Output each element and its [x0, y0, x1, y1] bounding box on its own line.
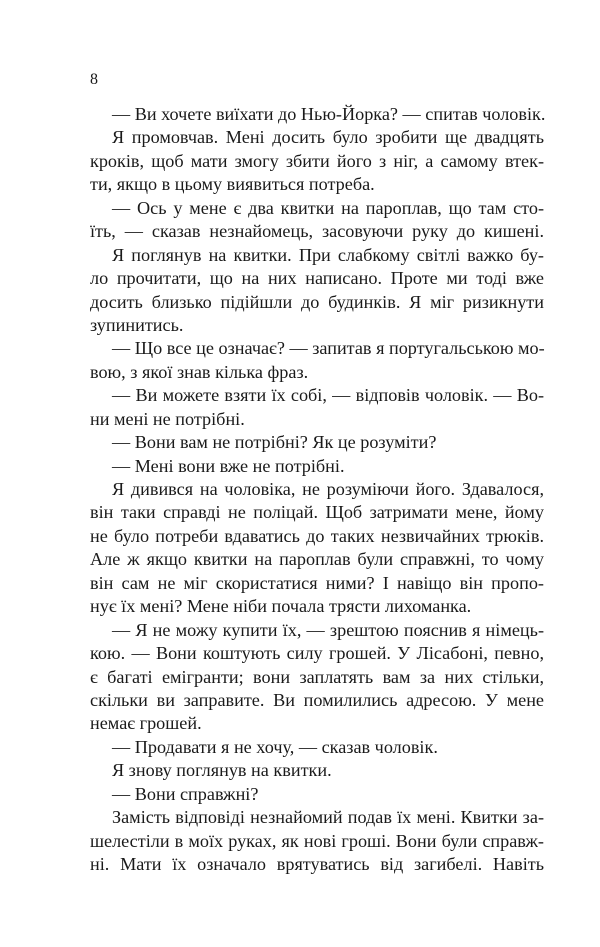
- text-line: Але ж якщо квитки на пароплав були справжні, то чому: [90, 549, 544, 570]
- page-number: 8: [90, 71, 98, 88]
- text-line: — Мені вони вже не потрібні.: [112, 455, 345, 476]
- text-line: шелестіли в моїх руках, як нові гроші. Вони були справж-: [90, 830, 544, 851]
- text-line: ло прочитати, що на них написано. Проте ми тоді вже: [90, 268, 544, 289]
- text-line: — Продавати я не хочу, — сказав чоловік.: [112, 736, 438, 757]
- text-line: — Ось у мене є два квитки на пароплав, що там сто-: [112, 197, 544, 218]
- text-line: немає грошей.: [90, 713, 202, 734]
- text-line: не було потреби вдаватись до таких незвичайних трюків.: [90, 525, 544, 546]
- text-line: їть, — сказав незнайомець, засовуючи руку до кишені.: [90, 221, 544, 242]
- text-line: є багаті емігранти; вони заплатять вам за них стільки,: [90, 666, 544, 687]
- text-line: — Ви можете взяти їх собі, — відповів чоловік. — Во-: [112, 385, 544, 406]
- text-line: ни мені не потрібні.: [90, 408, 245, 429]
- text-line: — Що все це означає? — запитав я португальською мо-: [112, 338, 545, 359]
- text-line: скільки ви заправите. Ви помилились адресою. У мене: [90, 689, 544, 710]
- text-line: вою, з якої знав кілька фраз.: [90, 361, 309, 382]
- text-line: — Вони вам не потрібні? Як це розуміти?: [112, 432, 437, 453]
- text-line: Я дивився на чоловіка, не розуміючи його. Здавалося,: [112, 479, 544, 499]
- text-line: — Вони справжні?: [112, 783, 259, 804]
- text-line: нує їх мені? Мене ніби почала трясти лихоманка.: [90, 596, 472, 617]
- text-line: Я промовчав. Мені досить було зробити ще двадцять: [112, 127, 544, 148]
- body-text: [90, 103, 544, 876]
- text-line: — Я не можу купити їх, — зрештою пояснив я німець-: [112, 619, 544, 640]
- text-line: Замість відповіді незнайомий подав їх мені. Квитки за-: [112, 807, 544, 828]
- text-line: ти, якщо в цьому виявиться потреба.: [90, 174, 375, 195]
- text-line: кроків, щоб мати змогу збити його з ніг, а самому втек-: [90, 150, 544, 171]
- text-line: — Ви хочете виїхати до Нью-Йорка? — спитав чоловік.: [112, 104, 546, 124]
- text-line: Я поглянув на квитки. При слабкому світлі важко бу-: [112, 244, 544, 265]
- text-line: він сам не міг скористатися ними? І навіщо він пропо-: [90, 572, 544, 593]
- text-line: ні. Мати їх означало врятуватись від загибелі. Навіть: [90, 854, 544, 874]
- text-line: Я знову поглянув на квитки.: [112, 760, 332, 781]
- text-line: зупинитись.: [90, 314, 184, 335]
- text-line: він таки справді не поліцай. Щоб затримати мене, йому: [90, 502, 544, 523]
- text-line: досить близько підійшли до будинків. Я міг ризикнути: [90, 291, 544, 312]
- text-line: кою. — Вони коштують силу грошей. У Лісабоні, певно,: [90, 643, 544, 664]
